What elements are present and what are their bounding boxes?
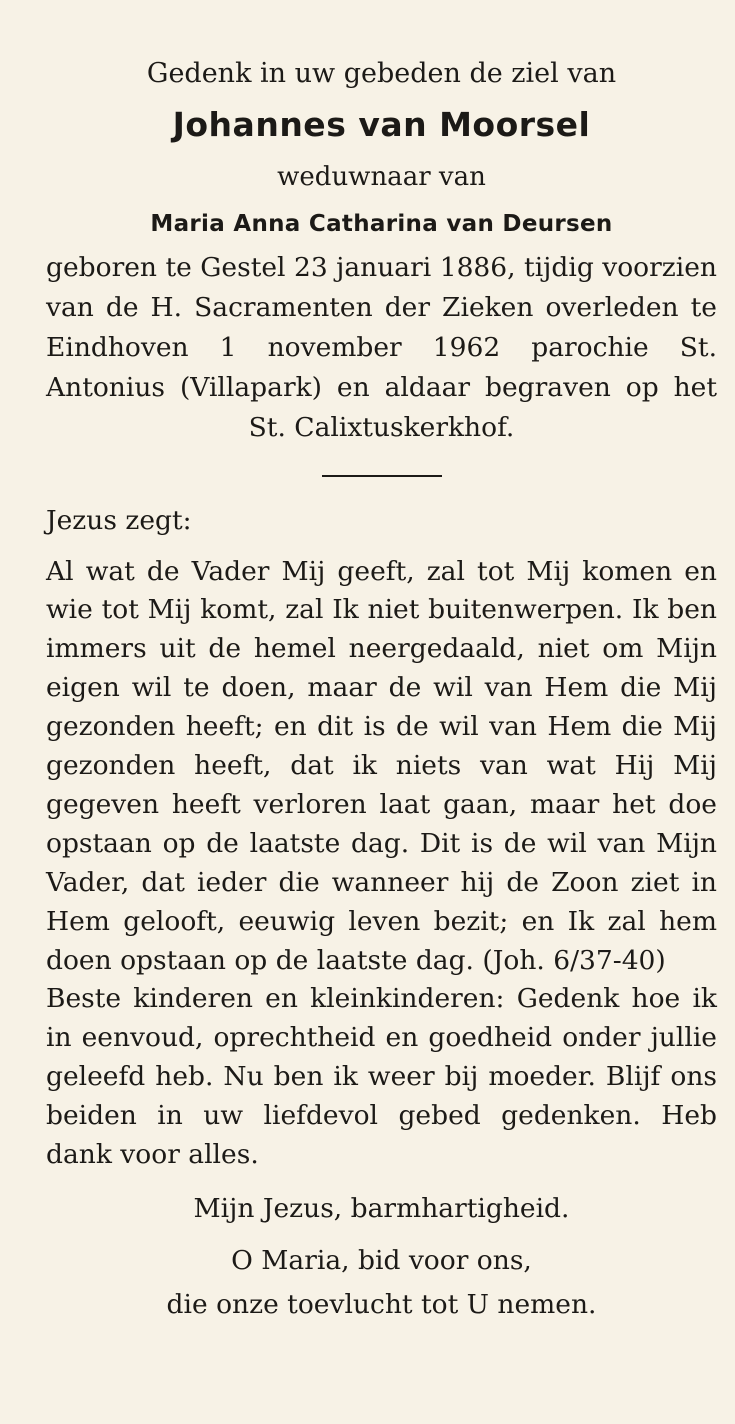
widower-of-line: weduwnaar van [277, 162, 486, 192]
deceased-name: Johannes van Moorsel [172, 105, 591, 144]
scripture-paragraph: Al wat de Vader Mij geeft, zal tot Mij komen en wie tot Mij komt, zal Ik niet buitenwerpen. Ik ben immers uit de hemel neergedaald, niet om Mijn eigen wil te doen, maar de wil van Hem die Mij gezonden heeft; en dit is de wil van Hem die Mij gezonden heeft, dat ik niets van wat Hij Mij gegeven heeft verloren laat gaan, maar het doe opstaan op de laatste dag. Dit is de wil van Mijn Vader, dat ieder die wanneer hij de Zoon ziet in Hem gelooft, eeuwig leven bezit; en Ik zal hem doen opstaan op de laatste dag. (Joh. 6/37-40) [46, 555, 717, 976]
intro-line: Gedenk in uw gebeden de ziel van [146, 58, 617, 89]
closing-prayers [46, 1187, 717, 1327]
farewell-paragraph: Beste kinderen en kleinkinderen: Gedenk hoe ik in eenvoud, oprechtheid en goedheid onder jullie geleefd heb. Nu ben ik weer bij moeder. Blijf ons beiden in uw liefdevol gebed gedenken. Heb dank voor alles. [46, 983, 717, 1171]
prayer-mercy: Mijn Jezus, barmhartigheid. [193, 1193, 570, 1224]
prayer-maria-line-2: die onze toevlucht tot U nemen. [166, 1289, 597, 1320]
biography-paragraph: geboren te Gestel 23 januari 1886, tijdig voorzien van de H. Sacramenten der Zieken overleden te Eindhoven 1 november 1962 parochie St. Antonius (Villapark) en aldaar begraven op het St. Calixtuskerkhof. [46, 252, 717, 443]
spouse-name: Maria Anna Catharina van Deursen [150, 211, 613, 237]
prayer-maria-line-1: O Maria, bid voor ons, [231, 1245, 532, 1276]
scripture-lead: Jezus zegt: [46, 504, 192, 536]
divider-line [322, 475, 442, 477]
